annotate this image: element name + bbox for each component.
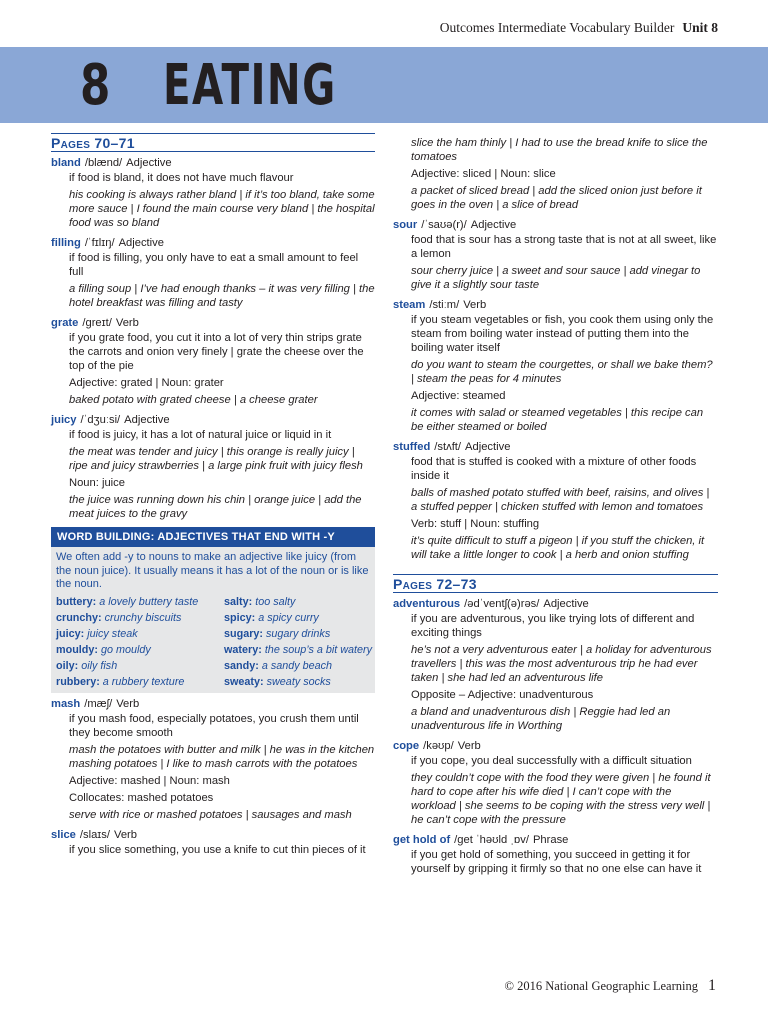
examples: balls of mashed potato stuffed with beef, raisins, and olives | a stuffed pepper | chicken stuffed with lemon and tomatoes — [411, 487, 710, 513]
word-building-item — [56, 596, 224, 609]
headword: mash — [51, 697, 81, 710]
word-building-adjective: rubbery: — [56, 675, 100, 688]
examples: sour cherry juice | a sweet and sour sauce | add vinegar to give it a slightly sour taste — [411, 265, 701, 291]
examples: the juice was running down his chin | orange juice | add the meat juices to the gravy — [69, 494, 362, 520]
headword: sour — [393, 219, 418, 231]
part-of-speech: Phrase — [532, 834, 569, 846]
word-building-example: crunchy biscuits — [104, 611, 182, 624]
word-building-example: a lovely buttery taste — [99, 595, 199, 608]
entry-juicy — [51, 413, 375, 521]
grammar-note: Adjective: steamed — [411, 390, 506, 402]
headword: bland — [51, 157, 81, 169]
grammar-note: Adjective: mashed | Noun: mash — [69, 774, 230, 787]
part-of-speech: Verb — [463, 299, 487, 311]
headword: juicy — [51, 414, 77, 426]
pronunciation: /stʌft/ — [434, 441, 462, 453]
grammar-note: Adjective: grated | Noun: grater — [69, 377, 224, 389]
pronunciation: /stiːm/ — [429, 299, 460, 311]
headword: adventurous — [393, 598, 461, 610]
pronunciation: /ədˈventʃ(ə)rəs/ — [464, 598, 540, 610]
headword: steam — [393, 299, 426, 311]
definition: if food is bland, it does not have much flavour — [69, 172, 294, 184]
examples: his cooking is always rather bland | if it’s too bland, take some more sauce | I found the main course very bland | the hospital food was so bland — [69, 189, 375, 229]
word-building-title: WORD BUILDING: ADJECTIVES THAT END WITH -Y — [51, 527, 375, 547]
word-building-adjective: watery: — [224, 643, 262, 656]
entry-steam — [393, 298, 718, 434]
word-building-item — [224, 660, 374, 673]
word-building-example: too salty — [255, 595, 296, 608]
definition: if you are adventurous, you like trying lots of different and exciting things — [411, 613, 695, 639]
examples: the meat was tender and juicy | this orange is really juicy | ripe and juicy strawberries | a large pink fruit with juicy flesh — [69, 446, 363, 472]
entry-slice — [51, 828, 375, 857]
headword: cope — [393, 740, 420, 752]
part-of-speech: Adjective — [470, 219, 517, 231]
word-building-adjective: buttery: — [56, 595, 97, 608]
word-building-item — [56, 628, 224, 641]
word-building-item — [56, 612, 224, 625]
word-building-example: oily fish — [81, 659, 118, 672]
entry-mash — [51, 697, 375, 822]
definition: if food is filling, you only have to eat a small amount to feel full — [69, 252, 359, 278]
word-building-adjective: sugary: — [224, 627, 264, 640]
pronunciation: /mæʃ/ — [84, 697, 113, 710]
entry-adventurous — [393, 597, 718, 733]
definition: if you mash food, especially potatoes, you crush them until they become smooth — [69, 712, 359, 739]
definition: if you cope, you deal successfully with a difficult situation — [411, 755, 692, 767]
headword: grate — [51, 317, 79, 329]
definition: if you steam vegetables or fish, you cook them using only the steam from boiling water instead of putting them into the boiling water itself — [411, 314, 714, 354]
part-of-speech: Adjective — [118, 237, 164, 249]
page-number: 1 — [708, 977, 716, 994]
word-building-adjective: juicy: — [56, 627, 85, 640]
word-building-adjective: oily: — [56, 659, 79, 672]
examples: they couldn’t cope with the food they were given | he found it hard to cope after his wife died | I can’t cope with the workload | she seems to be coping with the stress very well | he can’t cope with the pressure — [411, 772, 711, 826]
word-building-item — [224, 644, 374, 657]
definition: if you get hold of something, you succeed in getting it for yourself by gripping it firmly so that no one else can have it — [411, 849, 702, 875]
definition: if you grate food, you cut it into a lot of very thin strips grate the carrots and onion very finely | grate the cheese over the top of the pie — [69, 332, 364, 372]
grammar-note: Noun: juice — [69, 477, 125, 489]
entry-bland — [51, 156, 375, 230]
part-of-speech: Adjective — [465, 441, 511, 453]
examples: a bland and unadventurous dish | Reggie had led an unadventurous life in Worthing — [411, 706, 671, 732]
word-building-adjective: sweaty: — [224, 675, 264, 688]
examples: slice the ham thinly | I had to use the bread knife to slice the tomatoes — [411, 137, 708, 163]
headword: get hold of — [393, 834, 451, 846]
part-of-speech: Verb — [113, 828, 137, 841]
word-building-adjective: mouldy: — [56, 643, 98, 656]
word-building-adjective: crunchy: — [56, 611, 102, 624]
left-column — [51, 133, 375, 863]
running-header — [440, 20, 718, 36]
definition: if you slice something, you use a knife to cut thin pieces of it — [69, 843, 366, 856]
entry-sour — [393, 218, 718, 292]
headword: filling — [51, 237, 81, 249]
book-title: Outcomes Intermediate Vocabulary Builder — [439, 20, 675, 35]
chapter-banner — [0, 47, 768, 123]
word-building-adjective: salty: — [224, 595, 253, 608]
entry-slice-continued — [393, 136, 718, 212]
part-of-speech: Verb — [457, 740, 481, 752]
pronunciation: /get ˈhəʊld ˌɒv/ — [454, 834, 529, 846]
word-building-example: go mouldy — [101, 643, 151, 656]
word-building-list — [51, 594, 375, 693]
word-building-item — [224, 676, 374, 689]
entry-get-hold-of — [393, 833, 718, 876]
examples: it comes with salad or steamed vegetables | this recipe can be either steamed or boiled — [411, 407, 704, 433]
examples: do you want to steam the courgettes, or shall we bake them? | steam the peas for 4 minutes — [411, 359, 713, 385]
examples: baked potato with grated cheese | a cheese grater — [69, 394, 318, 406]
entry-filling — [51, 236, 375, 310]
pronunciation: /ˈfɪlɪŋ/ — [84, 237, 115, 249]
section-heading: Pages 72–73 — [393, 574, 718, 593]
examples: a packet of sliced bread | add the sliced onion just before it goes in the oven | a slice of bread — [411, 185, 702, 211]
examples: mash the potatoes with butter and milk | he was in the kitchen mashing potatoes | I like to mash carrots with the potatoes — [69, 743, 375, 770]
headword: stuffed — [393, 441, 431, 453]
grammar-note: Verb: stuff | Noun: stuffing — [411, 518, 540, 530]
pronunciation: /slaɪs/ — [79, 828, 110, 841]
examples: serve with rice or mashed potatoes | sausages and mash — [69, 808, 352, 821]
right-column — [393, 136, 718, 882]
word-building-item — [56, 676, 224, 689]
word-building-adjective: sandy: — [224, 659, 259, 672]
part-of-speech: Verb — [115, 317, 139, 329]
entry-cope — [393, 739, 718, 827]
part-of-speech: Adjective — [126, 157, 172, 169]
examples: he’s not a very adventurous eater | a holiday for adventurous travellers | this was the most adventurous trip he had ever taken | she had led an adventurous life — [411, 644, 712, 684]
collocates-note: Collocates: mashed potatoes — [69, 791, 214, 804]
headword: slice — [51, 828, 76, 841]
word-building-box — [51, 527, 375, 693]
word-building-adjective: spicy: — [224, 611, 256, 624]
copyright: © 2016 National Geographic Learning — [504, 979, 698, 993]
grammar-note: Adjective: sliced | Noun: slice — [411, 168, 556, 180]
entry-grate — [51, 316, 375, 407]
pronunciation: /kəʊp/ — [423, 740, 454, 752]
word-building-item — [224, 596, 374, 609]
examples: a filling soup | I’ve had enough thanks – it was very filling | the hotel breakfast was filling and tasty — [69, 283, 375, 309]
word-building-example: sweaty socks — [266, 675, 331, 688]
examples: it’s quite difficult to stuff a pigeon | if you stuff the chicken, it will take a little longer to cook | a herb and onion stuffing — [411, 535, 705, 561]
definition: if food is juicy, it has a lot of natural juice or liquid in it — [69, 429, 332, 441]
pronunciation: /blænd/ — [84, 157, 123, 169]
section-heading: Pages 70–71 — [51, 133, 375, 152]
definition: food that is stuffed is cooked with a mixture of other foods inside it — [411, 456, 697, 482]
pronunciation: /ˈdʒuːsi/ — [80, 414, 121, 426]
part-of-speech: Adjective — [124, 414, 170, 426]
word-building-example: juicy steak — [87, 627, 138, 640]
word-building-item — [56, 644, 224, 657]
word-building-item — [224, 612, 374, 625]
word-building-example: the soup’s a bit watery — [264, 643, 373, 656]
part-of-speech: Adjective — [543, 598, 589, 610]
page-footer — [505, 977, 716, 995]
word-building-item — [224, 628, 374, 641]
pronunciation: /ˈsaʊə(r)/ — [421, 219, 467, 231]
word-building-intro: We often add -y to nouns to make an adjective like juicy (from the noun juice). It usually means it has a lot of the noun or is like the noun. — [56, 551, 369, 590]
pronunciation: /greɪt/ — [82, 317, 112, 329]
entry-stuffed — [393, 440, 718, 562]
definition: food that is sour has a strong taste that is not at all sweet, like a lemon — [411, 234, 717, 260]
part-of-speech: Verb — [116, 697, 140, 710]
word-building-example: a sandy beach — [261, 659, 333, 672]
word-building-example: a rubbery texture — [102, 675, 185, 688]
grammar-note: Opposite – Adjective: unadventurous — [411, 689, 594, 701]
chapter-title: EATING — [163, 53, 337, 118]
word-building-item — [56, 660, 224, 673]
unit-label: Unit 8 — [682, 20, 718, 35]
chapter-number: 8 — [80, 53, 111, 118]
word-building-example: a spicy curry — [258, 611, 319, 624]
word-building-example: sugary drinks — [266, 627, 331, 640]
